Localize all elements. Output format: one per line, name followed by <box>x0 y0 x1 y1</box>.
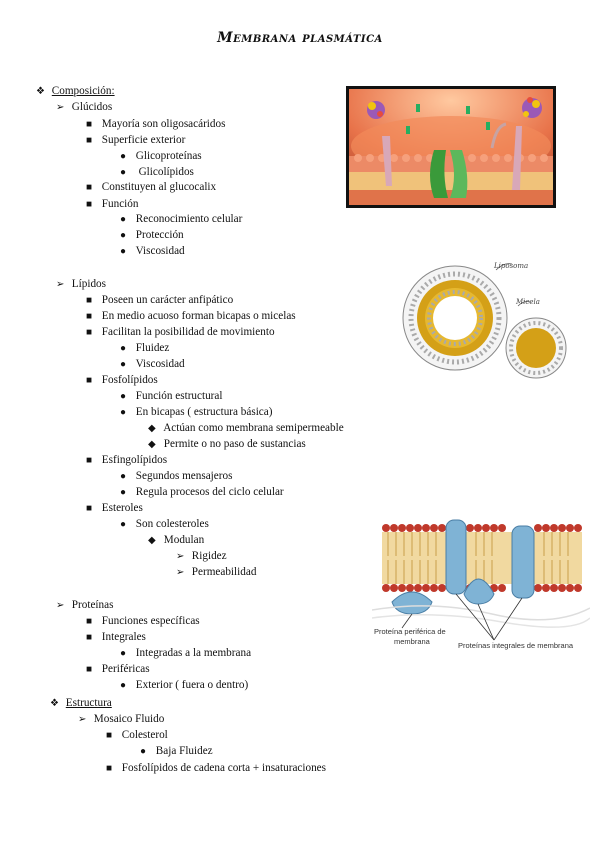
list-item: ◆ Actúan como membrana semipermeable <box>148 422 344 434</box>
list-item: ● Regula procesos del ciclo celular <box>120 486 284 498</box>
liposome-micelle-illustration <box>400 256 590 390</box>
list-item: ➢ Lípidos <box>56 278 106 290</box>
list-item: ● Protección <box>120 229 184 241</box>
list-item: ● Son colesteroles <box>120 518 209 530</box>
list-item: ● Exterior ( fuera o dentro) <box>120 679 249 691</box>
list-item: ● Glicoproteínas <box>120 150 202 162</box>
page-title: Membrana plasmática <box>217 30 383 46</box>
list-item: ■ Esfingolípidos <box>86 454 168 466</box>
list-item: ● En bicapas ( estructura básica) <box>120 406 273 418</box>
list-item: ● Integradas a la membrana <box>120 647 252 659</box>
list-item: ● Baja Fluidez <box>140 745 213 757</box>
list-item: ● Reconocimiento celular <box>120 213 243 225</box>
list-item: ■ Poseen un carácter anfipático <box>86 294 234 306</box>
micelle-label: Micela <box>516 298 540 306</box>
list-item: ■ Esteroles <box>86 502 143 514</box>
list-item: ■ Función <box>86 198 139 210</box>
list-item: ■ Integrales <box>86 631 146 643</box>
list-item: ◆ Permite o no paso de sustancias <box>148 438 306 450</box>
list-item: ● Segundos mensajeros <box>120 470 233 482</box>
list-item: ● Función estructural <box>120 390 223 402</box>
list-item: ➢ Mosaico Fluido <box>78 713 165 725</box>
list-item: ■ Mayoría son oligosacáridos <box>86 118 226 130</box>
list-item: ■ Periféricas <box>86 663 150 675</box>
liposome-label: Liposoma <box>494 262 529 270</box>
list-item: ➢ Permeabilidad <box>176 566 257 578</box>
list-item: ■ Facilitan la posibilidad de movimiento <box>86 326 275 338</box>
list-item: ➢ Rigidez <box>176 550 227 562</box>
list-item: ➢ Proteínas <box>56 599 114 611</box>
list-item: ■ En medio acuoso forman bicapas o micelas <box>86 310 296 322</box>
list-item: ■ Fosfolípidos <box>86 374 158 386</box>
list-item: ❖ Estructura <box>50 697 112 709</box>
list-item: ■ Constituyen al glucocalix <box>86 181 217 193</box>
membrane-proteins-illustration <box>372 518 590 654</box>
list-item: ■ Fosfolípidos de cadena corta + insaturaciones <box>106 762 327 774</box>
peripheral-caption: Proteína periférica de <box>374 627 446 636</box>
list-item: ➢ Glúcidos <box>56 101 113 113</box>
list-item: ■ Colesterol <box>106 729 168 741</box>
peripheral-caption-2: membrana <box>394 637 430 646</box>
list-item: ■ Funciones específicas <box>86 615 200 627</box>
integral-caption: Proteínas integrales de membrana <box>458 641 574 650</box>
list-item: ● Fluidez <box>120 342 170 354</box>
list-item: ● Viscosidad <box>120 245 185 257</box>
list-item: ■ Superficie exterior <box>86 134 186 146</box>
glycocalyx-illustration <box>346 86 556 208</box>
list-item: ❖ Composición: <box>36 85 115 97</box>
list-item: ● Viscosidad <box>120 358 185 370</box>
list-item: ◆ Modulan <box>148 534 205 546</box>
list-item: ● Glicolípidos <box>120 166 194 178</box>
